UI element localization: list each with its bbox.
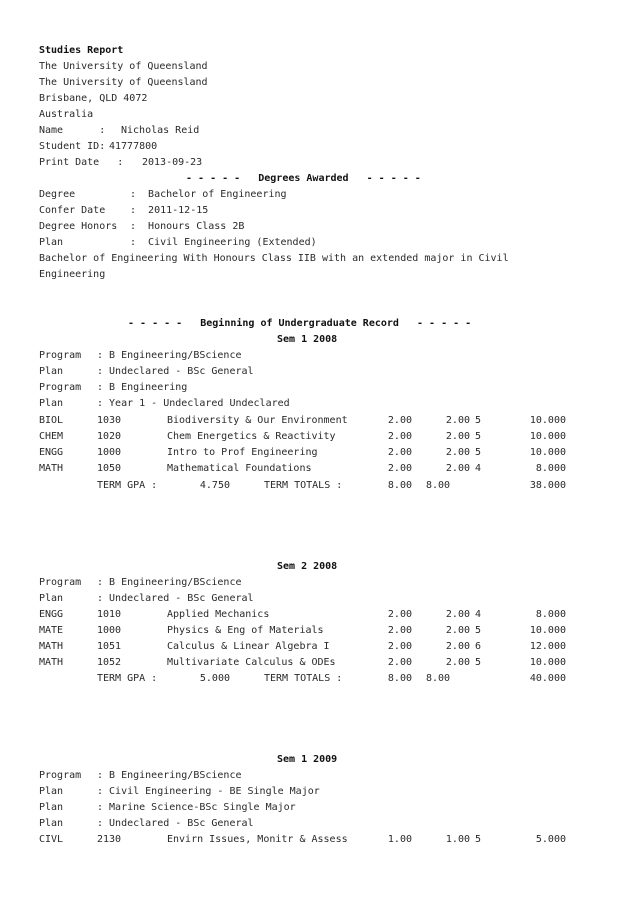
course-attempted: 2.00 — [387, 447, 412, 458]
course-number: 1020 — [97, 431, 122, 442]
term-total-attempted: 8.00 — [387, 480, 412, 491]
course-number: 1010 — [97, 609, 122, 620]
program-value: : B Engineering/BScience — [97, 577, 242, 588]
term-total-points: 40.000 — [529, 673, 566, 684]
course-points: 10.000 — [529, 415, 566, 426]
course-attempted: 2.00 — [387, 625, 412, 636]
course-title: Envirn Issues, Monitr & Assess — [167, 834, 348, 845]
term-total-earned: 8.00 — [426, 480, 451, 491]
course-number: 2130 — [97, 834, 122, 845]
plan-label: Plan — [39, 802, 64, 813]
program-label: Program — [39, 382, 82, 393]
course-attempted: 2.00 — [387, 463, 412, 474]
report-title: Studies Report — [39, 45, 124, 56]
confer-date-label: Confer Date — [39, 205, 106, 216]
course-earned: 2.00 — [445, 625, 470, 636]
course-earned: 2.00 — [445, 641, 470, 652]
plan-label: Plan — [39, 818, 64, 829]
program-value: : B Engineering — [97, 382, 188, 393]
course-title: Intro to Prof Engineering — [167, 447, 318, 458]
course-earned: 1.00 — [445, 834, 470, 845]
course-subject: ENGG — [39, 609, 64, 620]
course-grade: 5 — [475, 431, 482, 442]
term-title: Sem 1 2008 — [277, 334, 338, 345]
course-attempted: 2.00 — [387, 415, 412, 426]
degree-value: : Bachelor of Engineering — [130, 189, 287, 200]
program-label: Program — [39, 577, 82, 588]
course-title: Calculus & Linear Algebra I — [167, 641, 330, 652]
degrees-section-title: - - - - - Degrees Awarded - - - - - — [186, 173, 421, 184]
course-attempted: 1.00 — [387, 834, 412, 845]
course-points: 8.000 — [535, 463, 566, 474]
course-points: 10.000 — [529, 447, 566, 458]
course-title: Biodiversity & Our Environment — [167, 415, 348, 426]
term-gpa-label: TERM GPA : — [97, 480, 158, 491]
print-date-value: 2013-09-23 — [142, 157, 203, 168]
course-number: 1030 — [97, 415, 122, 426]
plan-label: Plan — [39, 366, 64, 377]
confer-date-value: : 2011-12-15 — [130, 205, 209, 216]
term-title: Sem 1 2009 — [277, 754, 338, 765]
address-city: Brisbane, QLD 4072 — [39, 93, 148, 104]
plan-value: : Year 1 - Undeclared Undeclared — [97, 398, 290, 409]
course-points: 12.000 — [529, 641, 566, 652]
course-grade: 5 — [475, 447, 482, 458]
course-subject: CIVL — [39, 834, 64, 845]
course-points: 5.000 — [535, 834, 566, 845]
term-title: Sem 2 2008 — [277, 561, 338, 572]
course-earned: 2.00 — [445, 463, 470, 474]
term-total-attempted: 8.00 — [387, 673, 412, 684]
program-label: Program — [39, 770, 82, 781]
program-label: Program — [39, 350, 82, 361]
degree-label: Degree — [39, 189, 76, 200]
course-subject: MATE — [39, 625, 64, 636]
student-id-label: Student ID: — [39, 141, 106, 152]
term-totals-label: TERM TOTALS : — [264, 673, 343, 684]
course-subject: MATH — [39, 657, 64, 668]
plan-value: : Civil Engineering - BE Single Major — [97, 786, 320, 797]
course-number: 1000 — [97, 625, 122, 636]
institution-line: The University of Queensland — [39, 77, 208, 88]
course-grade: 4 — [475, 609, 482, 620]
plan-value: : Undeclared - BSc General — [97, 366, 254, 377]
student-id-value: 41777800 — [109, 141, 158, 152]
term-gpa-value: 5.000 — [199, 673, 230, 684]
plan-value: : Undeclared - BSc General — [97, 593, 254, 604]
address-country: Australia — [39, 109, 94, 120]
course-earned: 2.00 — [445, 447, 470, 458]
plan-label: Plan — [39, 593, 64, 604]
degree-plan-label: Plan — [39, 237, 64, 248]
program-value: : B Engineering/BScience — [97, 770, 242, 781]
course-attempted: 2.00 — [387, 657, 412, 668]
course-number: 1051 — [97, 641, 122, 652]
term-gpa-value: 4.750 — [199, 480, 230, 491]
course-earned: 2.00 — [445, 431, 470, 442]
course-subject: CHEM — [39, 431, 64, 442]
degree-description: Engineering — [39, 269, 106, 280]
course-grade: 5 — [475, 657, 482, 668]
degree-honours-label: Degree Honors — [39, 221, 118, 232]
institution-line: The University of Queensland — [39, 61, 208, 72]
course-number: 1050 — [97, 463, 122, 474]
record-section-title: - - - - - Beginning of Undergraduate Record - - - - - — [128, 318, 472, 329]
course-points: 8.000 — [535, 609, 566, 620]
term-gpa-label: TERM GPA : — [97, 673, 158, 684]
course-grade: 5 — [475, 625, 482, 636]
course-title: Physics & Eng of Materials — [167, 625, 324, 636]
print-date-label: Print Date : — [39, 157, 124, 168]
course-title: Mathematical Foundations — [167, 463, 312, 474]
course-title: Chem Energetics & Reactivity — [167, 431, 336, 442]
course-title: Multivariate Calculus & ODEs — [167, 657, 336, 668]
course-points: 10.000 — [529, 431, 566, 442]
course-points: 10.000 — [529, 625, 566, 636]
course-number: 1000 — [97, 447, 122, 458]
plan-value: : Undeclared - BSc General — [97, 818, 254, 829]
term-totals-label: TERM TOTALS : — [264, 480, 343, 491]
course-subject: MATH — [39, 641, 64, 652]
name-value: Nicholas Reid — [121, 125, 200, 136]
course-grade: 5 — [475, 834, 482, 845]
course-subject: MATH — [39, 463, 64, 474]
degree-honours-value: : Honours Class 2B — [130, 221, 245, 232]
course-subject: BIOL — [39, 415, 64, 426]
plan-value: : Marine Science-BSc Single Major — [97, 802, 296, 813]
course-grade: 5 — [475, 415, 482, 426]
course-points: 10.000 — [529, 657, 566, 668]
course-subject: ENGG — [39, 447, 64, 458]
course-earned: 2.00 — [445, 609, 470, 620]
course-attempted: 2.00 — [387, 641, 412, 652]
program-value: : B Engineering/BScience — [97, 350, 242, 361]
term-total-earned: 8.00 — [426, 673, 451, 684]
course-attempted: 2.00 — [387, 431, 412, 442]
degree-plan-value: : Civil Engineering (Extended) — [130, 237, 317, 248]
course-earned: 2.00 — [445, 415, 470, 426]
course-number: 1052 — [97, 657, 122, 668]
degree-description: Bachelor of Engineering With Honours Class IIB with an extended major in Civil — [39, 253, 509, 264]
plan-label: Plan — [39, 786, 64, 797]
course-grade: 4 — [475, 463, 482, 474]
plan-label: Plan — [39, 398, 64, 409]
term-total-points: 38.000 — [529, 480, 566, 491]
course-title: Applied Mechanics — [167, 609, 270, 620]
course-earned: 2.00 — [445, 657, 470, 668]
name-label: Name : — [39, 125, 106, 136]
course-grade: 6 — [475, 641, 482, 652]
course-attempted: 2.00 — [387, 609, 412, 620]
